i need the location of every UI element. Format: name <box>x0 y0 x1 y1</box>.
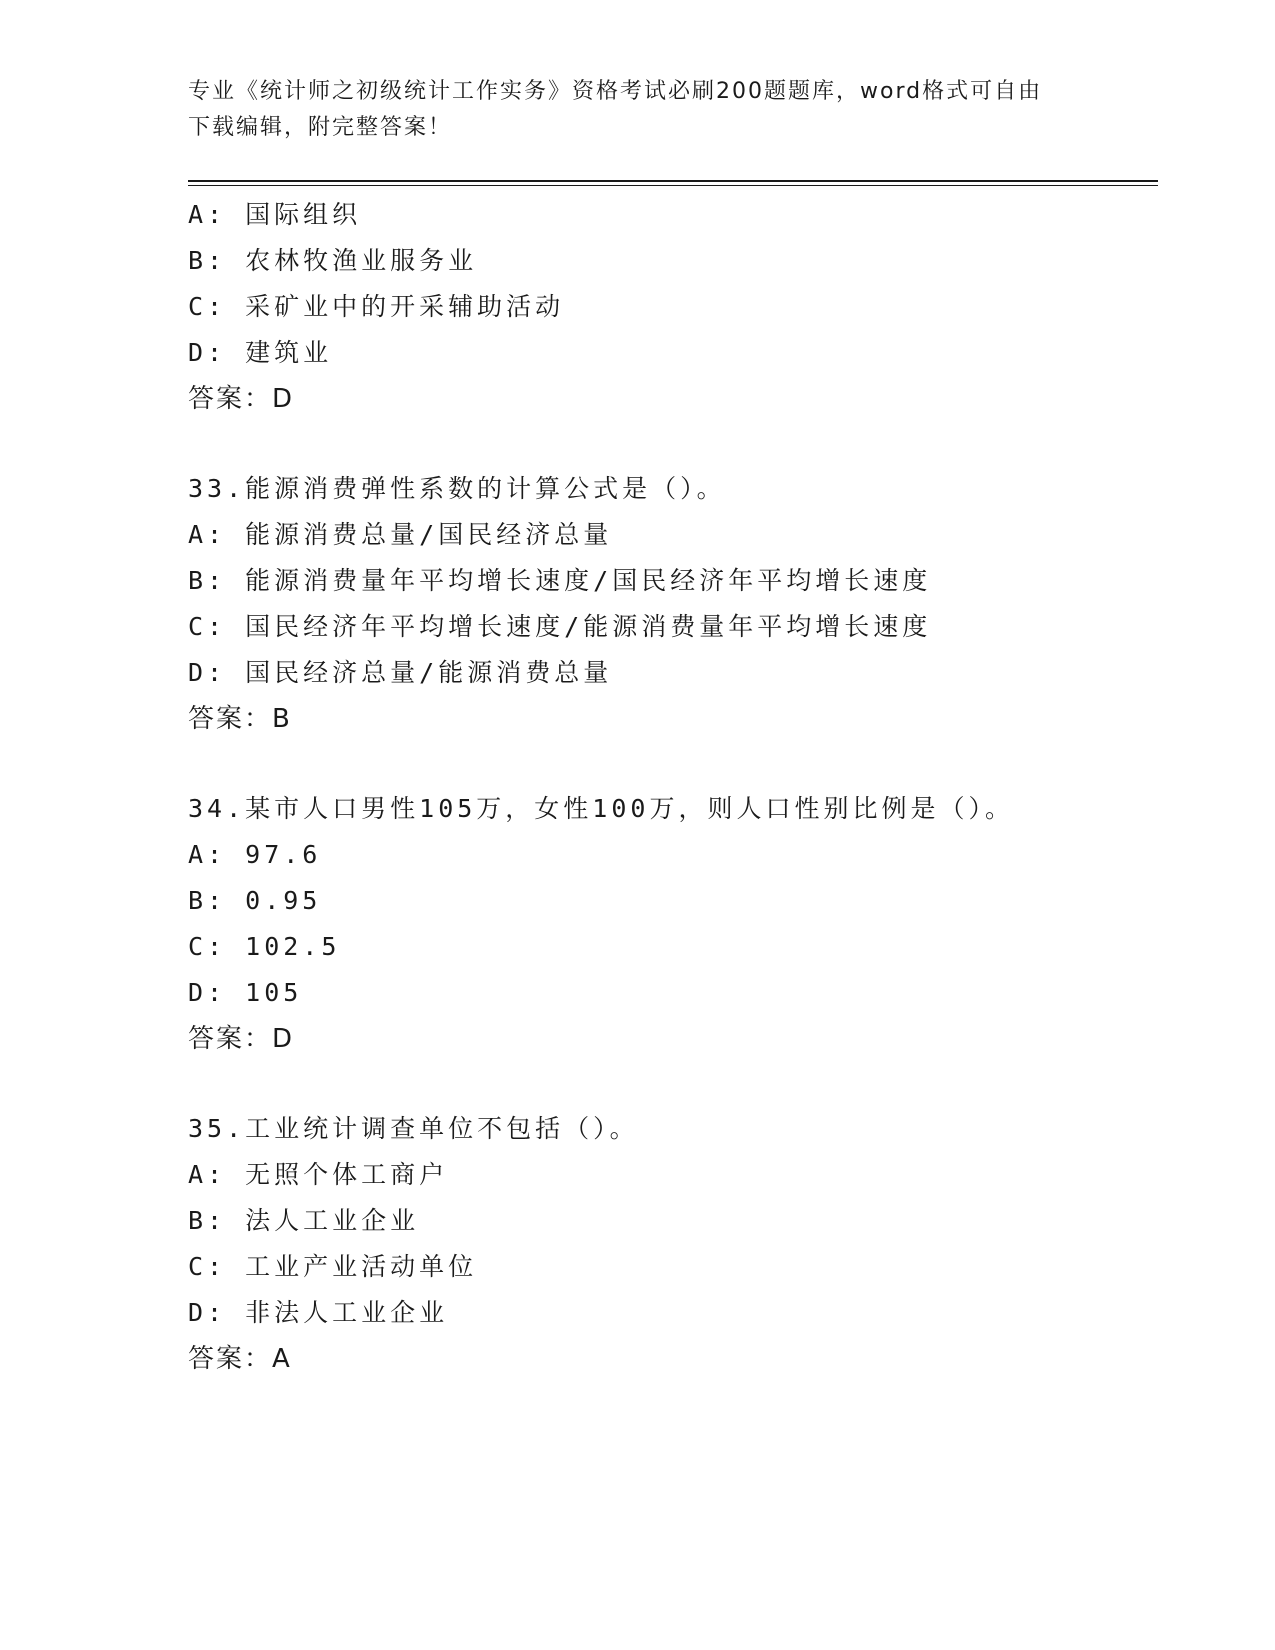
option-a: A: 无照个体工商户 <box>188 1160 449 1189</box>
option-a: A: 97.6 <box>188 840 322 869</box>
answer-line: 答案：D <box>188 1024 295 1054</box>
question-block-35 <box>188 1106 1158 1382</box>
header-divider-thick <box>188 180 1158 182</box>
option-d: D: 建筑业 <box>188 338 333 367</box>
option-c: C: 工业产业活动单位 <box>188 1252 478 1281</box>
option-b: B: 农林牧渔业服务业 <box>188 246 478 275</box>
header-divider-thin <box>188 185 1158 186</box>
option-a: A: 能源消费总量/国民经济总量 <box>188 520 613 549</box>
option-c: C: 采矿业中的开采辅助活动 <box>188 292 565 321</box>
option-d: D: 国民经济总量/能源消费总量 <box>188 658 613 687</box>
question-block-34 <box>188 786 1158 1062</box>
question-block-33 <box>188 466 1158 742</box>
option-d: D: 105 <box>188 978 303 1007</box>
question-text: 34.某市人口男性105万，女性100万，则人口性别比例是（）。 <box>188 794 1014 823</box>
header-line-2: 下载编辑，附完整答案！ <box>188 115 453 140</box>
question-text: 33.能源消费弹性系数的计算公式是（）。 <box>188 474 726 503</box>
answer-line: 答案：A <box>188 1344 292 1374</box>
document-body <box>188 192 1158 1382</box>
option-c: C: 国民经济年平均增长速度/能源消费量年平均增长速度 <box>188 612 932 641</box>
header-line-1: 专业《统计师之初级统计工作实务》资格考试必刷200题题库，word格式可自由 <box>188 79 1043 104</box>
question-block-32 <box>188 192 1158 422</box>
option-a: A: 国际组织 <box>188 200 362 229</box>
answer-line: 答案：D <box>188 384 295 414</box>
option-d: D: 非法人工业企业 <box>188 1298 449 1327</box>
answer-line: 答案：B <box>188 704 292 734</box>
option-b: B: 能源消费量年平均增长速度/国民经济年平均增长速度 <box>188 566 932 595</box>
question-text: 35.工业统计调查单位不包括（）。 <box>188 1114 639 1143</box>
option-b: B: 法人工业企业 <box>188 1206 420 1235</box>
document-header <box>188 74 1088 146</box>
option-b: B: 0.95 <box>188 886 322 915</box>
option-c: C: 102.5 <box>188 932 341 961</box>
